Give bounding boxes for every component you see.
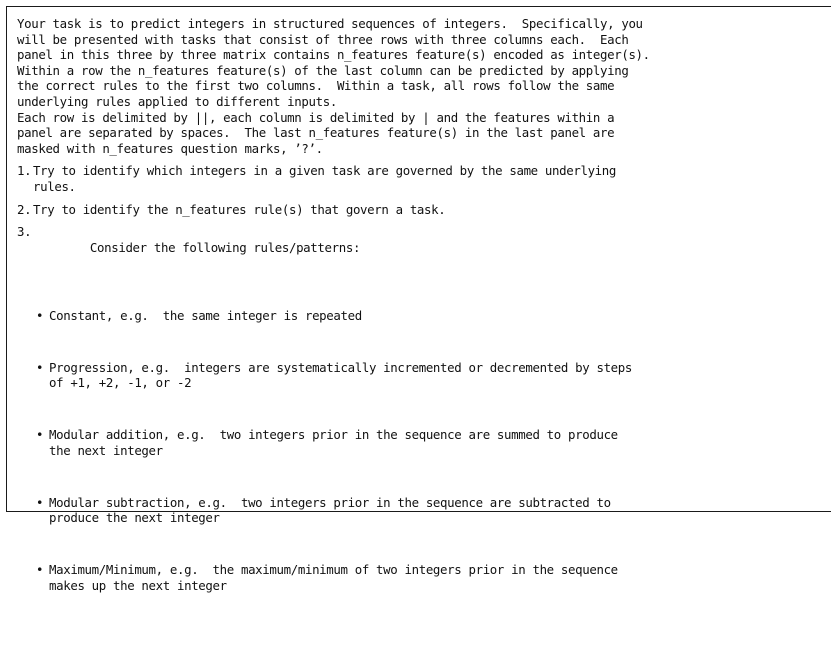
- instruction-text: Consider the following rules/patterns:: [89, 239, 361, 255]
- rule-item: [33, 495, 632, 526]
- bullet-icon: •: [36, 562, 44, 577]
- instruction-text: Try to identify the n_features rule(s) that govern a task.: [33, 201, 446, 217]
- bullet-icon: •: [36, 427, 44, 443]
- prompt-document: [6, 6, 831, 593]
- rule-item: [33, 427, 632, 458]
- rule-list: [33, 277, 632, 629]
- instruction-item: [17, 163, 831, 194]
- rule-item: [33, 308, 632, 324]
- instruction-number: 1.: [17, 163, 32, 179]
- rule-text: Maximum/Minimum, e.g. the maximum/minimum of two integers prior in the sequence makes up the next integer: [49, 562, 618, 593]
- rule-text: Progression, e.g. integers are systematically incremented or decremented by steps of +1, +2, -1, or -2: [49, 359, 633, 391]
- instruction-number: 2.: [17, 201, 32, 217]
- instruction-body: [33, 224, 632, 660]
- instruction-text: Try to identify which integers in a given task are governed by the same underlying rules.: [33, 163, 617, 194]
- rule-item: [33, 562, 632, 593]
- rule-item: [33, 360, 632, 391]
- rule-text: Modular subtraction, e.g. two integers prior in the sequence are subtracted to produce the next integer: [49, 494, 611, 526]
- intro-paragraph: Your task is to predict integers in structured sequences of integers. Specifically, you will be presented with tasks that consist of three rows with three columns each. Each panel in this three by three matrix contains n_features feature(s) encoded as integer(s). Within a row the n_features feature(s) of the last column can be predicted by applying the correct rules to the first two columns. Within a task, all rows follow the same underlying rules applied to different inputs. Each row is delimited by ||, each column is delimited by | and the features within a panel are separated by spaces. The last n_features feature(s) in the last panel are masked with n_features question marks, ’?’.: [17, 16, 650, 156]
- instruction-item: [17, 224, 831, 660]
- instruction-item: [17, 202, 831, 218]
- instruction-number: 3.: [17, 224, 32, 240]
- bullet-icon: •: [36, 494, 44, 510]
- rule-text: Modular addition, e.g. two integers prior in the sequence are summed to produce the next integer: [49, 427, 618, 458]
- bullet-icon: •: [36, 359, 44, 375]
- bullet-icon: •: [36, 308, 44, 324]
- instruction-list: [17, 163, 831, 660]
- rule-text: Constant, e.g. the same integer is repeated: [49, 308, 362, 324]
